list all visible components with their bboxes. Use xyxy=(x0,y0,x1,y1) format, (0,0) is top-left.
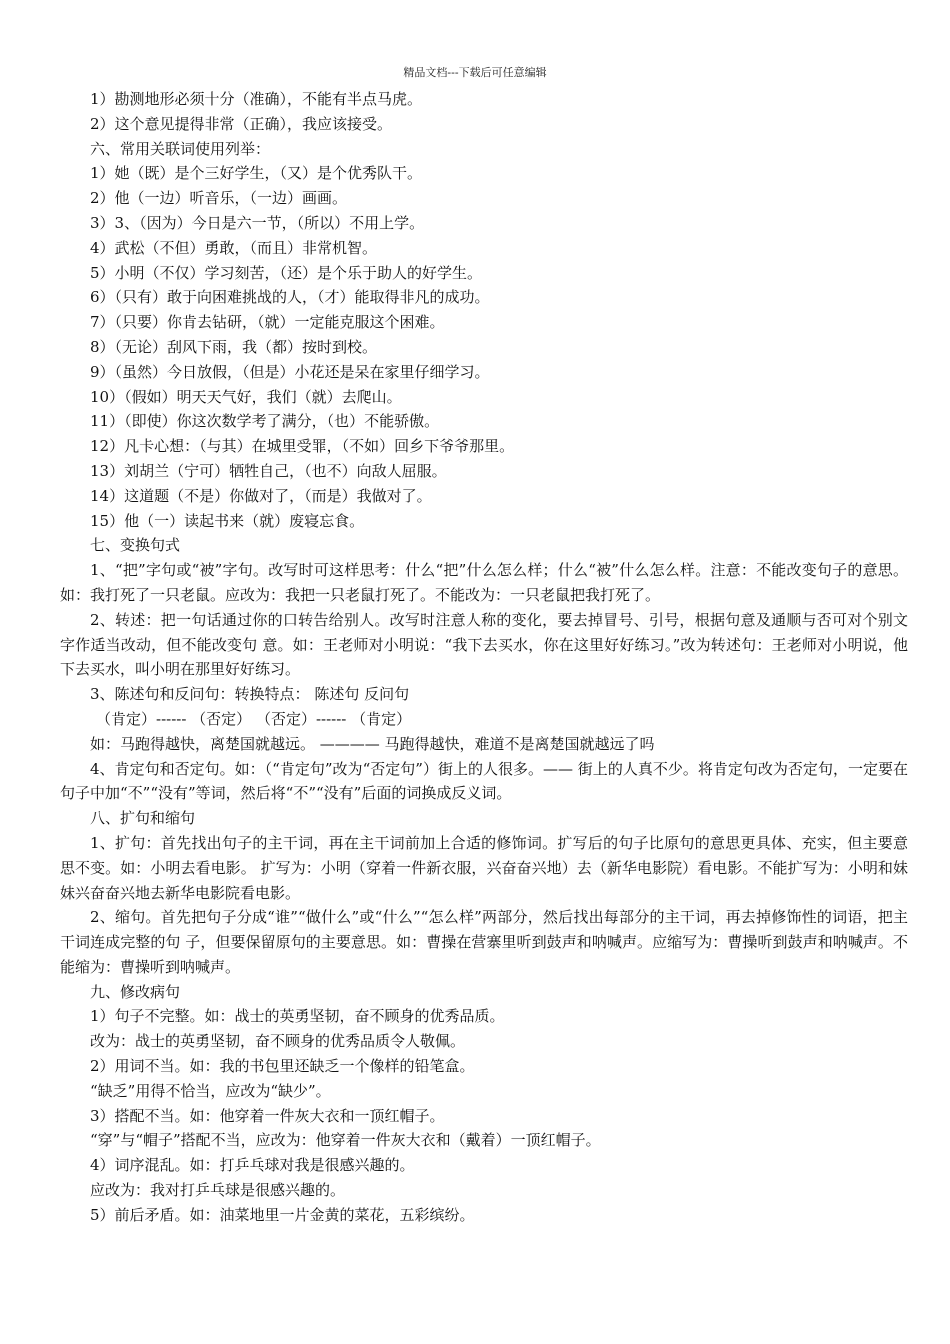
text-line: 应改为：我对打乒乓球是很感兴趣的。 xyxy=(90,1181,346,1200)
text-line: 3、陈述句和反问句：转换特点： 陈述句 反问句 xyxy=(90,685,410,704)
text-line: 4）武松（不但）勇敢，（而且）非常机智。 xyxy=(90,238,378,257)
text-line: 8）（无论）刮风下雨，我（都）按时到校。 xyxy=(90,337,378,356)
text-line: 1）句子不完整。如：战士的英勇坚韧，奋不顾身的优秀品质。 xyxy=(90,1007,505,1026)
text-line: 1）勘测地形必须十分（准确），不能有半点马虎。 xyxy=(90,90,423,108)
text-line: 改为：战士的英勇坚韧，奋不顾身的优秀品质令人敬佩。 xyxy=(90,1032,466,1051)
text-line: 1）她（既）是个三好学生，（又）是个优秀队干。 xyxy=(90,164,423,183)
text-line: 4）词序混乱。如：打乒乓球对我是很感兴趣的。 xyxy=(90,1156,415,1175)
text-line: 八、扩句和缩句 xyxy=(90,809,196,828)
text-line: （肯定）------ （否定） （否定）------ （肯定） xyxy=(96,709,412,728)
paragraph: 1、扩句：首先找出句子的主干词，再在主干词前加上合适的修饰词。扩写后的句子比原句的意思更具体、充实，但主要意思不变。如：小明去看电影。 扩写为：小明（穿着一件新衣服，兴奋奋兴地）去（新华电影院）看电影。不能扩写为：小明和妹妹兴奋奋兴地去新华电影院看电影。 xyxy=(60,833,908,902)
text-line: 14）这道题（不是）你做对了，（而是）我做对了。 xyxy=(90,486,432,505)
text-line: 2）这个意见提得非常（正确），我应该接受。 xyxy=(90,114,393,133)
text-line: 3）搭配不当。如：他穿着一件灰大衣和一顶红帽子。 xyxy=(90,1106,445,1125)
document-body xyxy=(60,87,908,1228)
text-line: 3）3、（因为）今日是六一节，（所以）不用上学。 xyxy=(90,213,425,232)
text-line: 6）（只有）敢于向困难挑战的人，（才）能取得非凡的成功。 xyxy=(90,288,490,307)
text-line: 2）用词不当。如：我的书包里还缺乏一个像样的铅笔盒。 xyxy=(90,1057,475,1076)
paragraph: 4、肯定句和否定句。如：（“肯定句”改为“否定句”）街上的人很多。—— 街上的人真不少。将肯定句改为否定句，一定要在句子中加“不”“没有”等词，然后将“不”“没有”后面的词换成反义词。 xyxy=(60,759,908,803)
text-line: 10）（假如）明天天气好，我们（就）去爬山。 xyxy=(90,387,402,406)
page-header: 精品文档---下载后可任意编辑 xyxy=(403,66,547,79)
text-line: 如：马跑得越快，离楚国就越远。 ———— 马跑得越快，难道不是离楚国就越远了吗 xyxy=(90,734,655,753)
text-line: 12）凡卡心想：（与其）在城里受罪，（不如）回乡下爷爷那里。 xyxy=(90,437,515,456)
text-line: 15）他（一）读起书来（就）废寝忘食。 xyxy=(90,511,365,530)
text-line: 5）小明（不仅）学习刻苦，（还）是个乐于助人的好学生。 xyxy=(90,263,483,282)
text-line: 13）刘胡兰（宁可）牺牲自己，（也不）向敌人屈服。 xyxy=(90,461,447,480)
text-line: 9）（虽然）今日放假，（但是）小花还是呆在家里仔细学习。 xyxy=(90,362,490,381)
text-line: 2）他（一边）听音乐，（一边）画画。 xyxy=(90,189,348,208)
text-line: “穿”与“帽子”搭配不当，应改为：他穿着一件灰大衣和（戴着）一顶红帽子。 xyxy=(90,1131,601,1150)
paragraph: 2、缩句。首先把句子分成“谁”“做什么”或“什么”“怎么样”两部分，然后找出每部分的主干词，再去掉修饰性的词语，把主干词连成完整的句 子，但要保留原句的主要意思。如：曹操在营寨里听到鼓声和呐喊声。应缩写为：曹操听到鼓声和呐喊声。不能缩为：曹操听到呐喊声。 xyxy=(60,908,908,976)
text-line: 七、变换句式 xyxy=(90,536,181,555)
text-line: 六、常用关联词使用列举： xyxy=(90,139,271,158)
text-line: 7）（只要）你肯去钻研，（就）一定能克服这个困难。 xyxy=(90,313,445,332)
paragraph: 2、转述：把一句话通过你的口转告给别人。改写时注意人称的变化，要去掉冒号、引号，根据句意及通顺与否可对个别文字作适当改动，但不能改变句 意。如：王老师对小明说：“我下去买水，你在这里好好练习。”改为转述句：王老师对小明说，他下去买水，叫小明在那里好好练习。 xyxy=(60,610,908,679)
text-line: 11）（即使）你这次数学考了满分，（也）不能骄傲。 xyxy=(90,412,440,431)
text-line: 九、修改病句 xyxy=(90,982,181,1001)
text-line: 5）前后矛盾。如：油菜地里一片金黄的菜花，五彩缤纷。 xyxy=(90,1205,475,1224)
text-line: “缺乏”用得不恰当，应改为“缺少”。 xyxy=(90,1081,331,1100)
paragraph: 1、“把”字句或“被”字句。改写时可这样思考：什么“把”什么怎么样；什么“被”什么怎么样。注意：不能改变句子的意思。如：我打死了一只老鼠。应改为：我把一只老鼠打死了。不能改为：一只老鼠把我打死了。 xyxy=(60,561,908,604)
